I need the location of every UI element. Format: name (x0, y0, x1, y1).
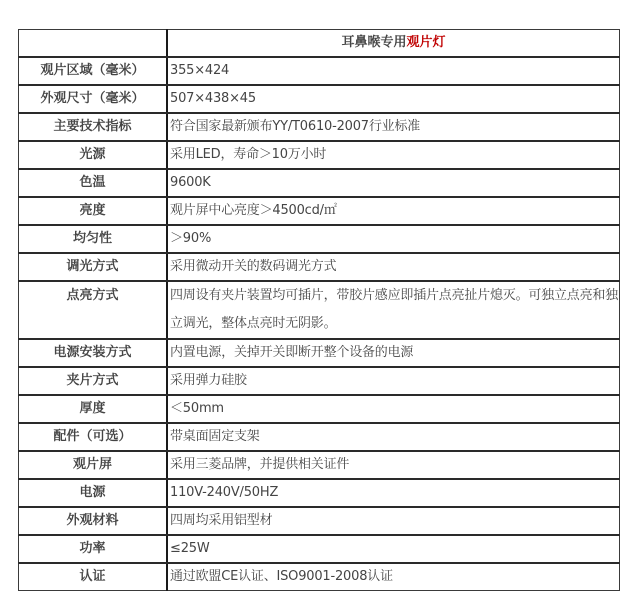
header-label-cell (19, 30, 168, 58)
row-value: 采用微动开关的数码调光方式 (167, 253, 620, 281)
row-value: 四周均采用铝型材 (167, 507, 620, 535)
row-label: 均匀性 (19, 225, 168, 253)
table-row (19, 479, 620, 507)
row-label: 厚度 (19, 395, 168, 423)
product-title-prefix: 耳鼻喉专用 (341, 35, 407, 50)
row-value: ＜50mm (167, 395, 620, 423)
row-label: 外观材料 (19, 507, 168, 535)
row-value: 四周设有夹片装置均可插片，带胶片感应即插片点亮扯片熄灭。可独立点亮和独立调光，整体点亮时无阴影。 (167, 281, 620, 339)
row-value: ≤25W (167, 535, 620, 563)
row-label: 光源 (19, 141, 168, 169)
table-row (19, 85, 620, 113)
table-row (19, 507, 620, 535)
row-value: 9600K (167, 169, 620, 197)
row-label: 调光方式 (19, 253, 168, 281)
row-value: 通过欧盟CE认证、ISO9001-2008认证 (167, 563, 620, 591)
row-value: 采用弹力硅胶 (167, 367, 620, 395)
row-label: 夹片方式 (19, 367, 168, 395)
table-row (19, 423, 620, 451)
row-value: 符合国家最新颁布YY/T0610-2007行业标准 (167, 113, 620, 141)
row-label: 功率 (19, 535, 168, 563)
row-label: 观片区域（毫米） (19, 57, 168, 85)
product-title-highlight: 观片灯 (406, 35, 446, 50)
table-row (19, 451, 620, 479)
table-row (19, 253, 620, 281)
row-label: 认证 (19, 563, 168, 591)
row-value: 507×438×45 (167, 85, 620, 113)
row-label: 配件（可选） (19, 423, 168, 451)
table-row (19, 563, 620, 591)
row-label: 电源 (19, 479, 168, 507)
table-row (19, 535, 620, 563)
table-row (19, 367, 620, 395)
row-value: 观片屏中心亮度＞4500cd/㎡ (167, 197, 620, 225)
row-label: 亮度 (19, 197, 168, 225)
row-label: 点亮方式 (19, 281, 168, 339)
table-row (19, 225, 620, 253)
table-row (19, 339, 620, 367)
product-title (167, 30, 620, 58)
row-value: 内置电源，关掉开关即断开整个设备的电源 (167, 339, 620, 367)
row-value: ＞90% (167, 225, 620, 253)
row-value: 采用LED，寿命＞10万小时 (167, 141, 620, 169)
table-row (19, 395, 620, 423)
row-value: 355×424 (167, 57, 620, 85)
row-value: 带桌面固定支架 (167, 423, 620, 451)
table-row (19, 141, 620, 169)
row-label: 外观尺寸（毫米） (19, 85, 168, 113)
table-row (19, 113, 620, 141)
row-value: 110V-240V/50HZ (167, 479, 620, 507)
table-row (19, 281, 620, 339)
row-value: 采用三菱品牌，并提供相关证件 (167, 451, 620, 479)
row-label: 主要技术指标 (19, 113, 168, 141)
table-row (19, 57, 620, 85)
row-label: 电源安装方式 (19, 339, 168, 367)
row-label: 色温 (19, 169, 168, 197)
row-label: 观片屏 (19, 451, 168, 479)
spec-table (18, 29, 620, 591)
table-header-row (19, 30, 620, 58)
table-row (19, 197, 620, 225)
table-row (19, 169, 620, 197)
